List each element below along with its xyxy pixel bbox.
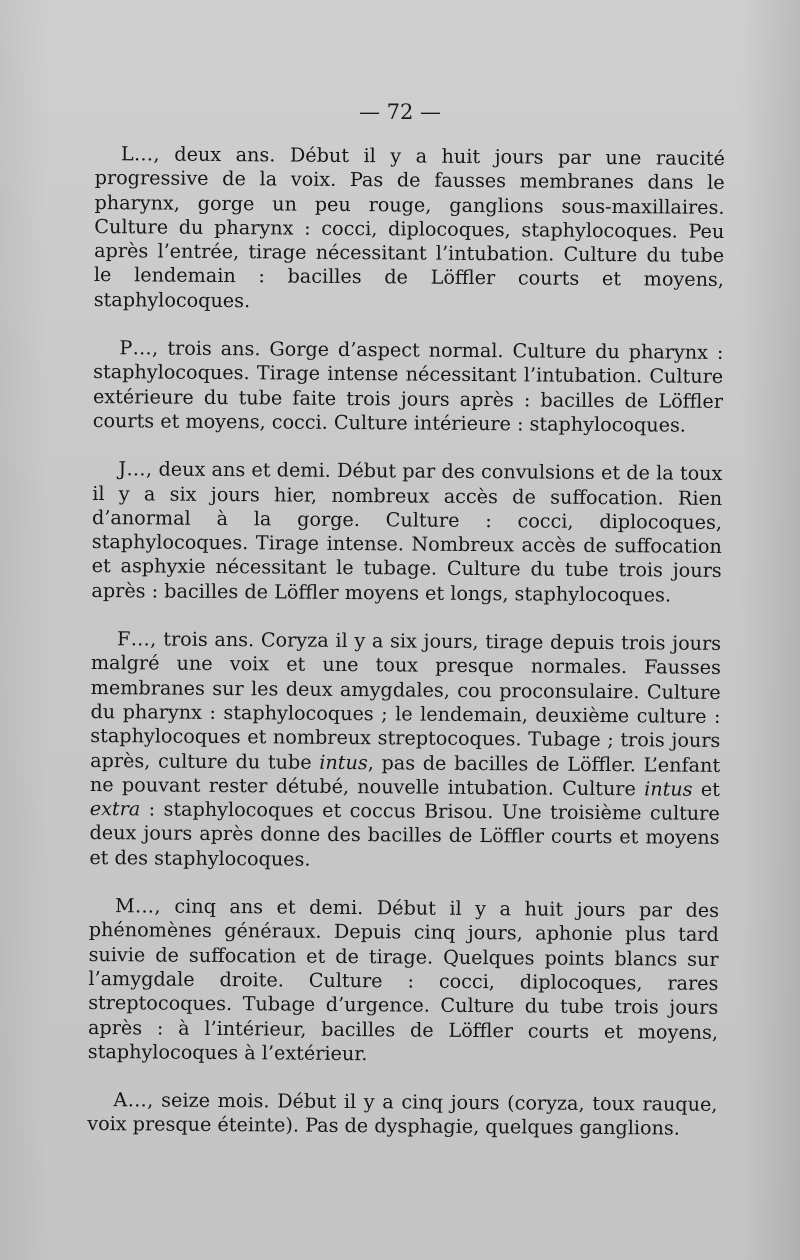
case-paragraph	[87, 1088, 717, 1142]
italic-term: intus	[319, 750, 368, 774]
paragraph-text: trois ans. Gorge d’aspect normal. Culture du pharynx : staphylocoques. Tirage intense nécessitant l’intubation. Culture extérieure du tube faite trois jours après : bacilles de Löffler courts et moyens, cocci. Culture intérieure : staphylocoques.	[92, 336, 724, 437]
page-shadow-right	[740, 0, 800, 1260]
paragraph-text: : staphylocoques et coccus Brisou. Une troisième culture deux jours après donne des bacilles de Löffler courts et moyens et des staphylocoques.	[89, 797, 720, 871]
patient-initial: M…,	[114, 894, 161, 918]
case-paragraph	[91, 457, 722, 608]
page-shadow-left	[0, 0, 50, 1260]
body-text	[87, 142, 725, 1166]
patient-initial: P…,	[119, 336, 159, 360]
case-paragraph	[93, 336, 724, 438]
paragraph-text: seize mois. Début il y a cinq jours (coryza, toux rauque, voix presque éteinte). Pas de dysphagie, quelques ganglions.	[87, 1088, 718, 1141]
italic-term: intus	[644, 777, 693, 801]
paragraph-text: deux ans et demi. Début par des convulsions et de la toux il y a six jours hier, nombreux accès de suffocation. Rien d’anormal à la gorge. Culture : cocci, diplocoques, staphylocoques. Tirage intense. Nombreux accès de suffocation et asphyxie nécessitant le tubage. Culture du tube trois jours après : bacilles de Löffler moyens et longs, staphylocoques.	[91, 457, 723, 607]
patient-initial: F…,	[117, 627, 157, 651]
case-paragraph	[89, 627, 721, 875]
patient-initial: L…,	[120, 142, 160, 166]
patient-initial: J…,	[118, 457, 153, 481]
paragraph-text: trois ans. Coryza il y a six jours, tirage depuis trois jours malgré une voix et une toux presque normales. Fausses membranes sur les deux amygdales, cou proconsulaire. Culture du pharynx : staphylocoques ; le lendemain, deuxième culture : staphylocoques et nombreux streptocoques. Tubage ; trois jours après, culture du tube	[90, 627, 722, 774]
case-paragraph	[94, 142, 725, 317]
paragraph-text: , pas de bacilles de Löffler. L’enfant ne pouvant rester détubé, nouvelle intubation. Culture	[89, 750, 721, 801]
page-number: — 72 —	[358, 100, 442, 124]
paragraph-text: deux ans. Début il y a huit jours par une raucité progressive de la voix. Pas de fausses membranes dans le pharynx, gorge un peu rouge, ganglions sous-maxillaires. Culture du pharynx : cocci, diplocoques, staphylocoques. Peu après l’entrée, tirage nécessitant l’intubation. Culture du tube le lendemain : bacilles de Löffler courts et moyens, staphylocoques.	[93, 142, 725, 313]
case-paragraph	[88, 894, 719, 1069]
paragraph-text: et	[692, 777, 721, 801]
patient-initial: A…,	[113, 1088, 154, 1112]
italic-term: extra	[89, 797, 141, 821]
paragraph-text: cinq ans et demi. Début il y a huit jours par des phénomènes généraux. Depuis cinq jours, aphonie plus tard suivie de suffocation et de tirage. Quelques points blancs sur l’amygdale droite. Culture : cocci, diplocoques, rares streptocoques. Tubage d’urgence. Culture du tube trois jours après : à l’intérieur, bacilles de Löffler courts et moyens, staphylocoques à l’extérieur.	[87, 894, 720, 1065]
